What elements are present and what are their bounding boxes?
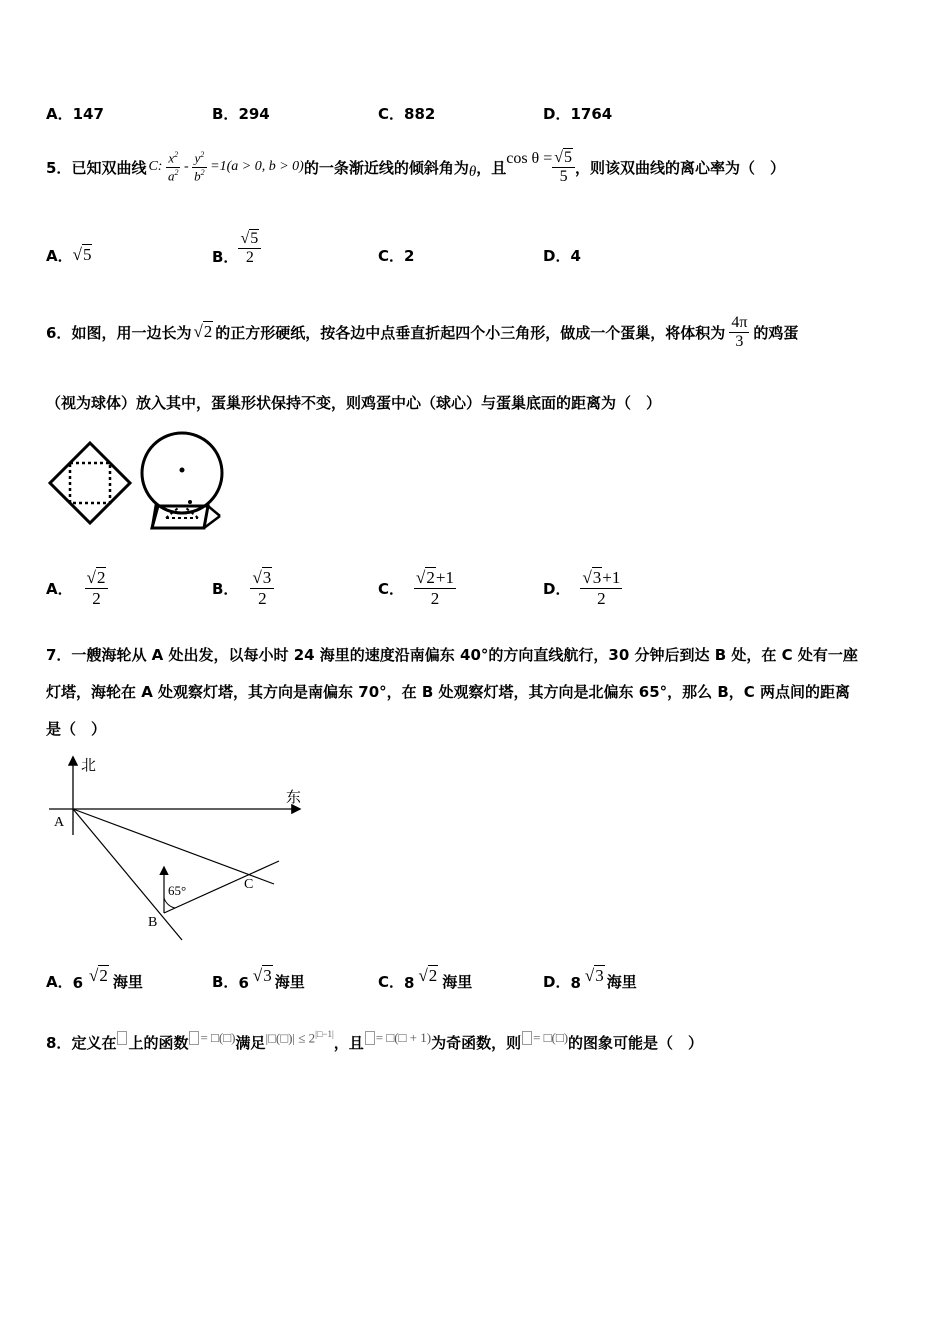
option-value: 147 — [72, 105, 104, 123]
sqrt-value: √5 — [72, 245, 92, 264]
inequality: |□(□)| ≤ 2 — [265, 1030, 316, 1046]
angle-label: 65° — [168, 883, 187, 898]
y-var: y — [194, 150, 201, 166]
unit: 海里 — [112, 973, 143, 991]
radicand: 3 — [595, 966, 604, 985]
fraction-value: $\frac{√2}{2}$ — [85, 568, 109, 609]
exponent: 2 — [174, 167, 179, 177]
fraction-value: $\frac{√2+1}{2}$ — [416, 567, 454, 608]
fraction-value: $\frac{√3}{2}$ — [250, 568, 274, 609]
function-expression: = □(□) — [200, 1030, 236, 1045]
option-label: D． — [543, 105, 571, 123]
radicand: 2 — [96, 567, 106, 587]
q5-option-d — [543, 245, 581, 266]
denominator: 2 — [597, 588, 606, 608]
exponent: 2 — [174, 150, 179, 160]
option-value: 294 — [238, 105, 270, 123]
stem-text: 上的函数 — [128, 1033, 189, 1052]
exponent: 2 — [200, 150, 205, 160]
radicand: 2 — [428, 966, 438, 985]
coefficient: 8 — [570, 974, 581, 992]
theta-symbol: θ — [468, 163, 477, 180]
option-label: B． — [212, 247, 239, 266]
q5-option-b — [212, 222, 261, 274]
unit: 海里 — [274, 973, 305, 991]
denominator: 5 — [559, 167, 568, 185]
q4-option-c — [378, 103, 435, 124]
coefficient: 6 — [238, 974, 249, 992]
missing-glyph-box — [365, 1031, 375, 1045]
q5-option-a — [46, 240, 92, 270]
exponent: |□−1| — [315, 1029, 334, 1040]
inequality-expression — [265, 1029, 333, 1046]
plus-one: +1 — [602, 567, 621, 587]
denominator: 2 — [92, 588, 101, 608]
option-label: D． — [543, 973, 571, 991]
sqrt-value: √2 — [418, 966, 438, 985]
stem-text: 为奇函数，则 — [431, 1033, 522, 1052]
q6-option-b — [212, 562, 274, 614]
missing-glyph-box — [522, 1031, 532, 1045]
cos-expression: cos θ = — [506, 150, 553, 167]
unit: 海里 — [606, 973, 637, 991]
q7-option-c — [378, 962, 472, 992]
north-label: 北 — [81, 756, 97, 774]
stem-text: ，则该双曲线的离心率为（ ） — [575, 158, 786, 177]
stem-text: 的图象可能是（ ） — [568, 1033, 704, 1052]
stem-text: 的一条渐近线的倾斜角为 — [303, 158, 469, 177]
q5-stem — [46, 142, 785, 192]
q4-option-a — [46, 103, 104, 124]
sqrt-side: √2 — [193, 322, 213, 341]
denominator: 2 — [430, 588, 440, 608]
egg-nest-figure — [48, 428, 228, 543]
fraction-value: $\frac{√3+1}{2}$ — [582, 567, 621, 608]
missing-glyph-box — [117, 1031, 127, 1045]
option-label: B． — [212, 579, 239, 598]
fraction-value: $\frac{√5}{2}$ — [238, 230, 261, 267]
exponent: 2 — [200, 167, 205, 177]
option-label: C． — [378, 105, 405, 123]
point-c-label: C — [244, 877, 254, 892]
radicand: 3 — [263, 966, 272, 985]
line-ab — [73, 809, 182, 940]
sqrt-value: √3 — [252, 966, 272, 985]
x-over-a-fraction — [166, 150, 181, 184]
q6-stem-line1 — [46, 306, 798, 358]
denominator: 2 — [258, 588, 267, 608]
option-label: A． — [46, 246, 73, 265]
stem-text: 如图，用一边长为 — [71, 323, 192, 342]
angle-arc — [164, 898, 175, 908]
option-value: 2 — [404, 247, 415, 265]
question-number: 5． — [46, 158, 72, 177]
radicand: 3 — [262, 567, 272, 587]
radicand: 3 — [592, 567, 602, 587]
hyperbola-equation — [148, 150, 303, 184]
numerator: 4π — [731, 313, 748, 331]
option-label: B． — [212, 105, 239, 123]
radicand: 5 — [82, 245, 92, 264]
q7-stem-line3: 是（ ） — [46, 720, 107, 738]
egg-in-nest-diagram — [142, 433, 222, 528]
stem-text: 满足 — [235, 1033, 266, 1052]
denominator: 2 — [245, 248, 254, 266]
radicand: 2 — [203, 322, 213, 341]
q6-option-d — [543, 562, 622, 614]
equals-one: =1 — [210, 159, 227, 175]
curve-name: C — [148, 159, 158, 175]
missing-glyph-box — [189, 1031, 199, 1045]
denominator: 3 — [735, 332, 744, 350]
q7-option-d — [543, 962, 637, 992]
q7-option-a — [46, 962, 143, 992]
q4-option-b — [212, 103, 270, 124]
b-var: b — [194, 167, 201, 183]
option-label: C． — [378, 579, 405, 598]
q6-option-c — [378, 562, 456, 614]
option-value: 4 — [570, 247, 581, 265]
condition: (a > 0, b > 0) — [226, 159, 304, 175]
radicand: 2 — [426, 567, 435, 587]
cos-theta — [506, 150, 552, 168]
function-expression: = □(□ + 1) — [375, 1030, 432, 1045]
option-label: C． — [378, 973, 405, 991]
radicand: 5 — [564, 148, 573, 166]
q5-option-c — [378, 245, 414, 266]
point-a-label: A — [54, 815, 65, 830]
folded-square-diagram — [50, 443, 130, 523]
line-ac — [73, 809, 274, 884]
function-expression: = □(□) — [533, 1030, 569, 1045]
q7-stem-line1: 7．一艘海轮从 A 处出发，以每小时 24 海里的速度沿南偏东 40°的方向直线航行，30 分钟后到达 B 处，在 C 处有一座 — [46, 646, 858, 664]
stem-text: 的正方形硬纸，按各边中点垂直折起四个小三角形，做成一个蛋巢，将体积为 — [215, 323, 726, 342]
q7-stem-line2: 灯塔，海轮在 A 处观察灯塔，其方向是南偏东 70°，在 B 处观察灯塔，其方向是北偏东 65°，那么 B，C 两点间的距离 — [46, 683, 851, 701]
question-number: 6． — [46, 323, 72, 342]
east-label: 东 — [286, 788, 302, 806]
stem-text: ，且 — [476, 158, 507, 177]
minus: - — [183, 159, 189, 175]
a-var: a — [167, 167, 175, 183]
option-label: D． — [543, 579, 571, 598]
navigation-figure — [44, 750, 314, 950]
q4-option-d — [543, 103, 612, 124]
coefficient: 6 — [72, 974, 84, 992]
stem-text: 的鸡蛋 — [753, 323, 799, 342]
unit: 海里 — [442, 973, 473, 991]
y-over-b-fraction — [192, 150, 207, 184]
stem-text: 已知双曲线 — [71, 158, 147, 177]
radicand: 2 — [99, 966, 108, 985]
q8-stem — [46, 1024, 703, 1060]
q6-option-a — [46, 562, 108, 614]
option-label: A． — [46, 973, 73, 991]
option-value: 1764 — [570, 105, 613, 123]
option-label: A． — [46, 579, 73, 598]
colon: : — [157, 159, 163, 175]
plus-one: +1 — [435, 567, 454, 587]
stem-text: ，且 — [333, 1033, 364, 1052]
question-number: 8． — [46, 1033, 72, 1052]
stem-text: （视为球体）放入其中，蛋巢形状保持不变，则鸡蛋中心（球心）与蛋巢底面的距离为（ ） — [46, 394, 662, 412]
volume-fraction — [729, 314, 749, 351]
option-label: A． — [46, 105, 73, 123]
sqrt-value: √3 — [584, 966, 604, 985]
q6-stem-line2 — [46, 392, 661, 413]
coefficient: 8 — [404, 974, 415, 992]
x-var: x — [168, 150, 175, 166]
point-b-label: B — [148, 915, 158, 930]
sqrt-value: √2 — [89, 966, 108, 985]
radicand: 5 — [250, 229, 259, 247]
sqrt5-over-5: $\frac{√5}{5}$ — [552, 149, 575, 186]
option-value: 882 — [404, 105, 436, 123]
option-label: C． — [378, 247, 405, 265]
option-label: B． — [212, 973, 239, 991]
q7-option-b — [212, 962, 305, 992]
option-label: D． — [543, 247, 571, 265]
stem-text: 定义在 — [71, 1033, 117, 1052]
